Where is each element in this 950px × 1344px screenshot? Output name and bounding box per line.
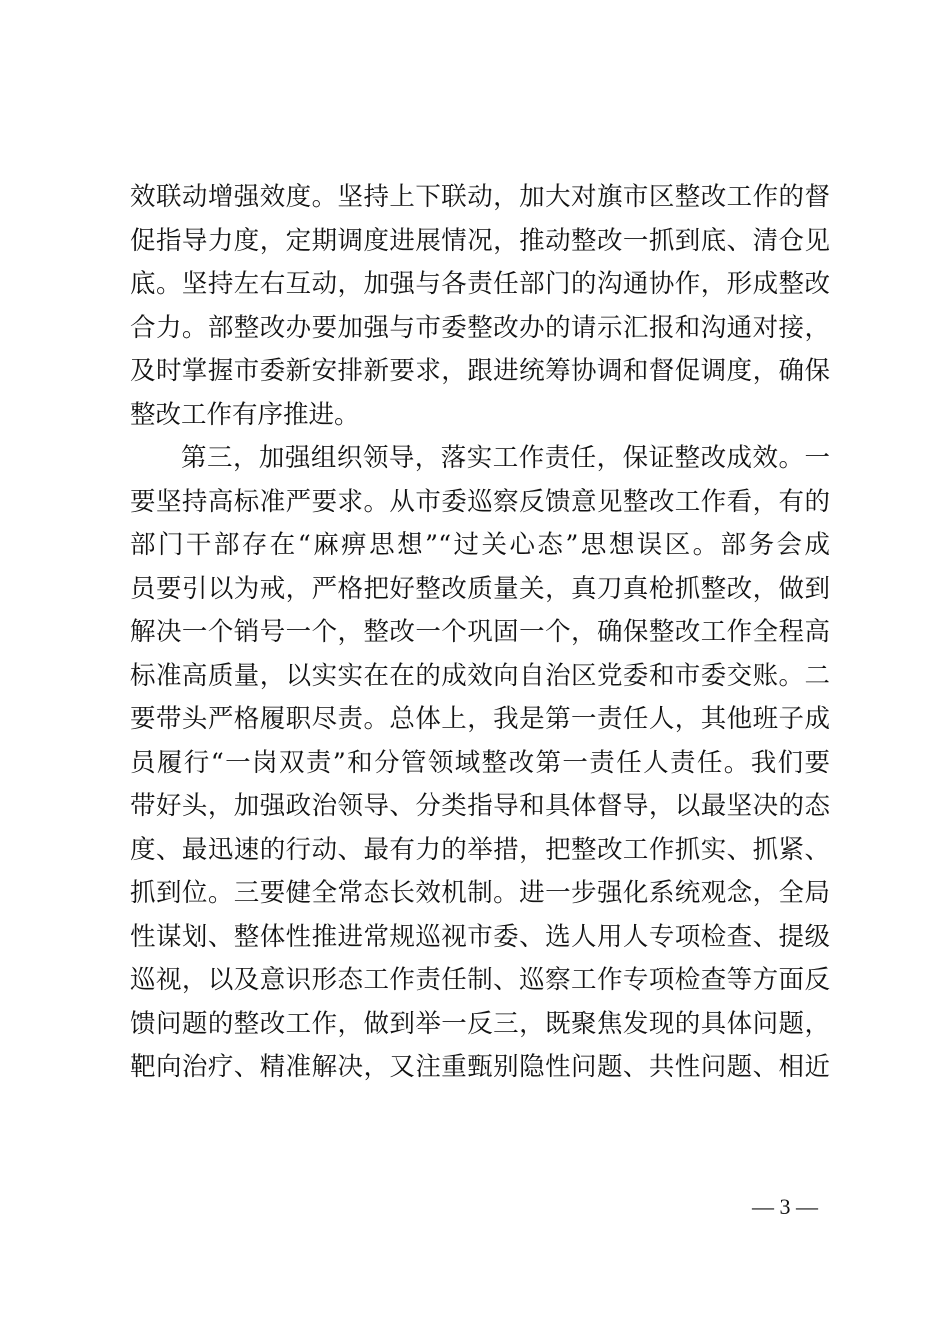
text-line: 度、最迅速的行动、最有力的举措，把整改工作抓实、抓紧、: [130, 834, 830, 865]
text-line: 带好头，加强政治领导、分类指导和具体督导，以最坚决的态: [130, 791, 830, 821]
text-line: 抓到位。三要健全常态长效机制。进一步强化系统观念，全局: [130, 878, 830, 908]
text-line: 标准高质量，以实实在在的成效向自治区党委和市委交账。二: [130, 660, 830, 691]
text-line: 效联动增强效度。坚持上下联动，加大对旗市区整改工作的督: [130, 182, 830, 212]
text-line: 巡视，以及意识形态工作责任制、巡察工作专项检查等方面反: [130, 965, 830, 995]
paragraph-start-line: 第三，加强组织领导，落实工作责任，保证整改成效。一: [181, 443, 830, 473]
text-line: 及时掌握市委新安排新要求，跟进统筹协调和督促调度，确保: [130, 356, 830, 386]
text-line: 馈问题的整改工作，做到举一反三，既聚焦发现的具体问题，: [130, 1008, 830, 1039]
text-line: 性谋划、整体性推进常规巡视市委、选人用人专项检查、提级: [130, 921, 830, 952]
text-line: 促指导力度，定期调度进展情况，推动整改一抓到底、清仓见: [130, 225, 830, 256]
text-line: 员要引以为戒，严格把好整改质量关，真刀真枪抓整改，做到: [130, 573, 830, 604]
text-line: 要坚持高标准严要求。从市委巡察反馈意见整改工作看，有的: [130, 486, 830, 517]
body-text: [130, 176, 830, 1090]
text-line: 解决一个销号一个，整改一个巩固一个，确保整改工作全程高: [130, 617, 830, 647]
text-line: 要带头严格履职尽责。总体上，我是第一责任人，其他班子成: [130, 704, 830, 734]
text-line: 合力。部整改办要加强与市委整改办的请示汇报和沟通对接，: [130, 312, 830, 343]
page-number: — 3 —: [752, 1194, 818, 1219]
text-line: 部门干部存在“麻痹思想”“过关心态”思想误区。部务会成: [130, 530, 830, 560]
text-line: 底。坚持左右互动，加强与各责任部门的沟通协作，形成整改: [130, 269, 830, 299]
text-line: 靶向治疗、精准解决，又注重甄别隐性问题、共性问题、相近: [130, 1052, 830, 1082]
text-line: 员履行“一岗双责”和分管领域整改第一责任人责任。我们要: [130, 747, 830, 778]
text-line: 整改工作有序推进。: [130, 399, 360, 430]
